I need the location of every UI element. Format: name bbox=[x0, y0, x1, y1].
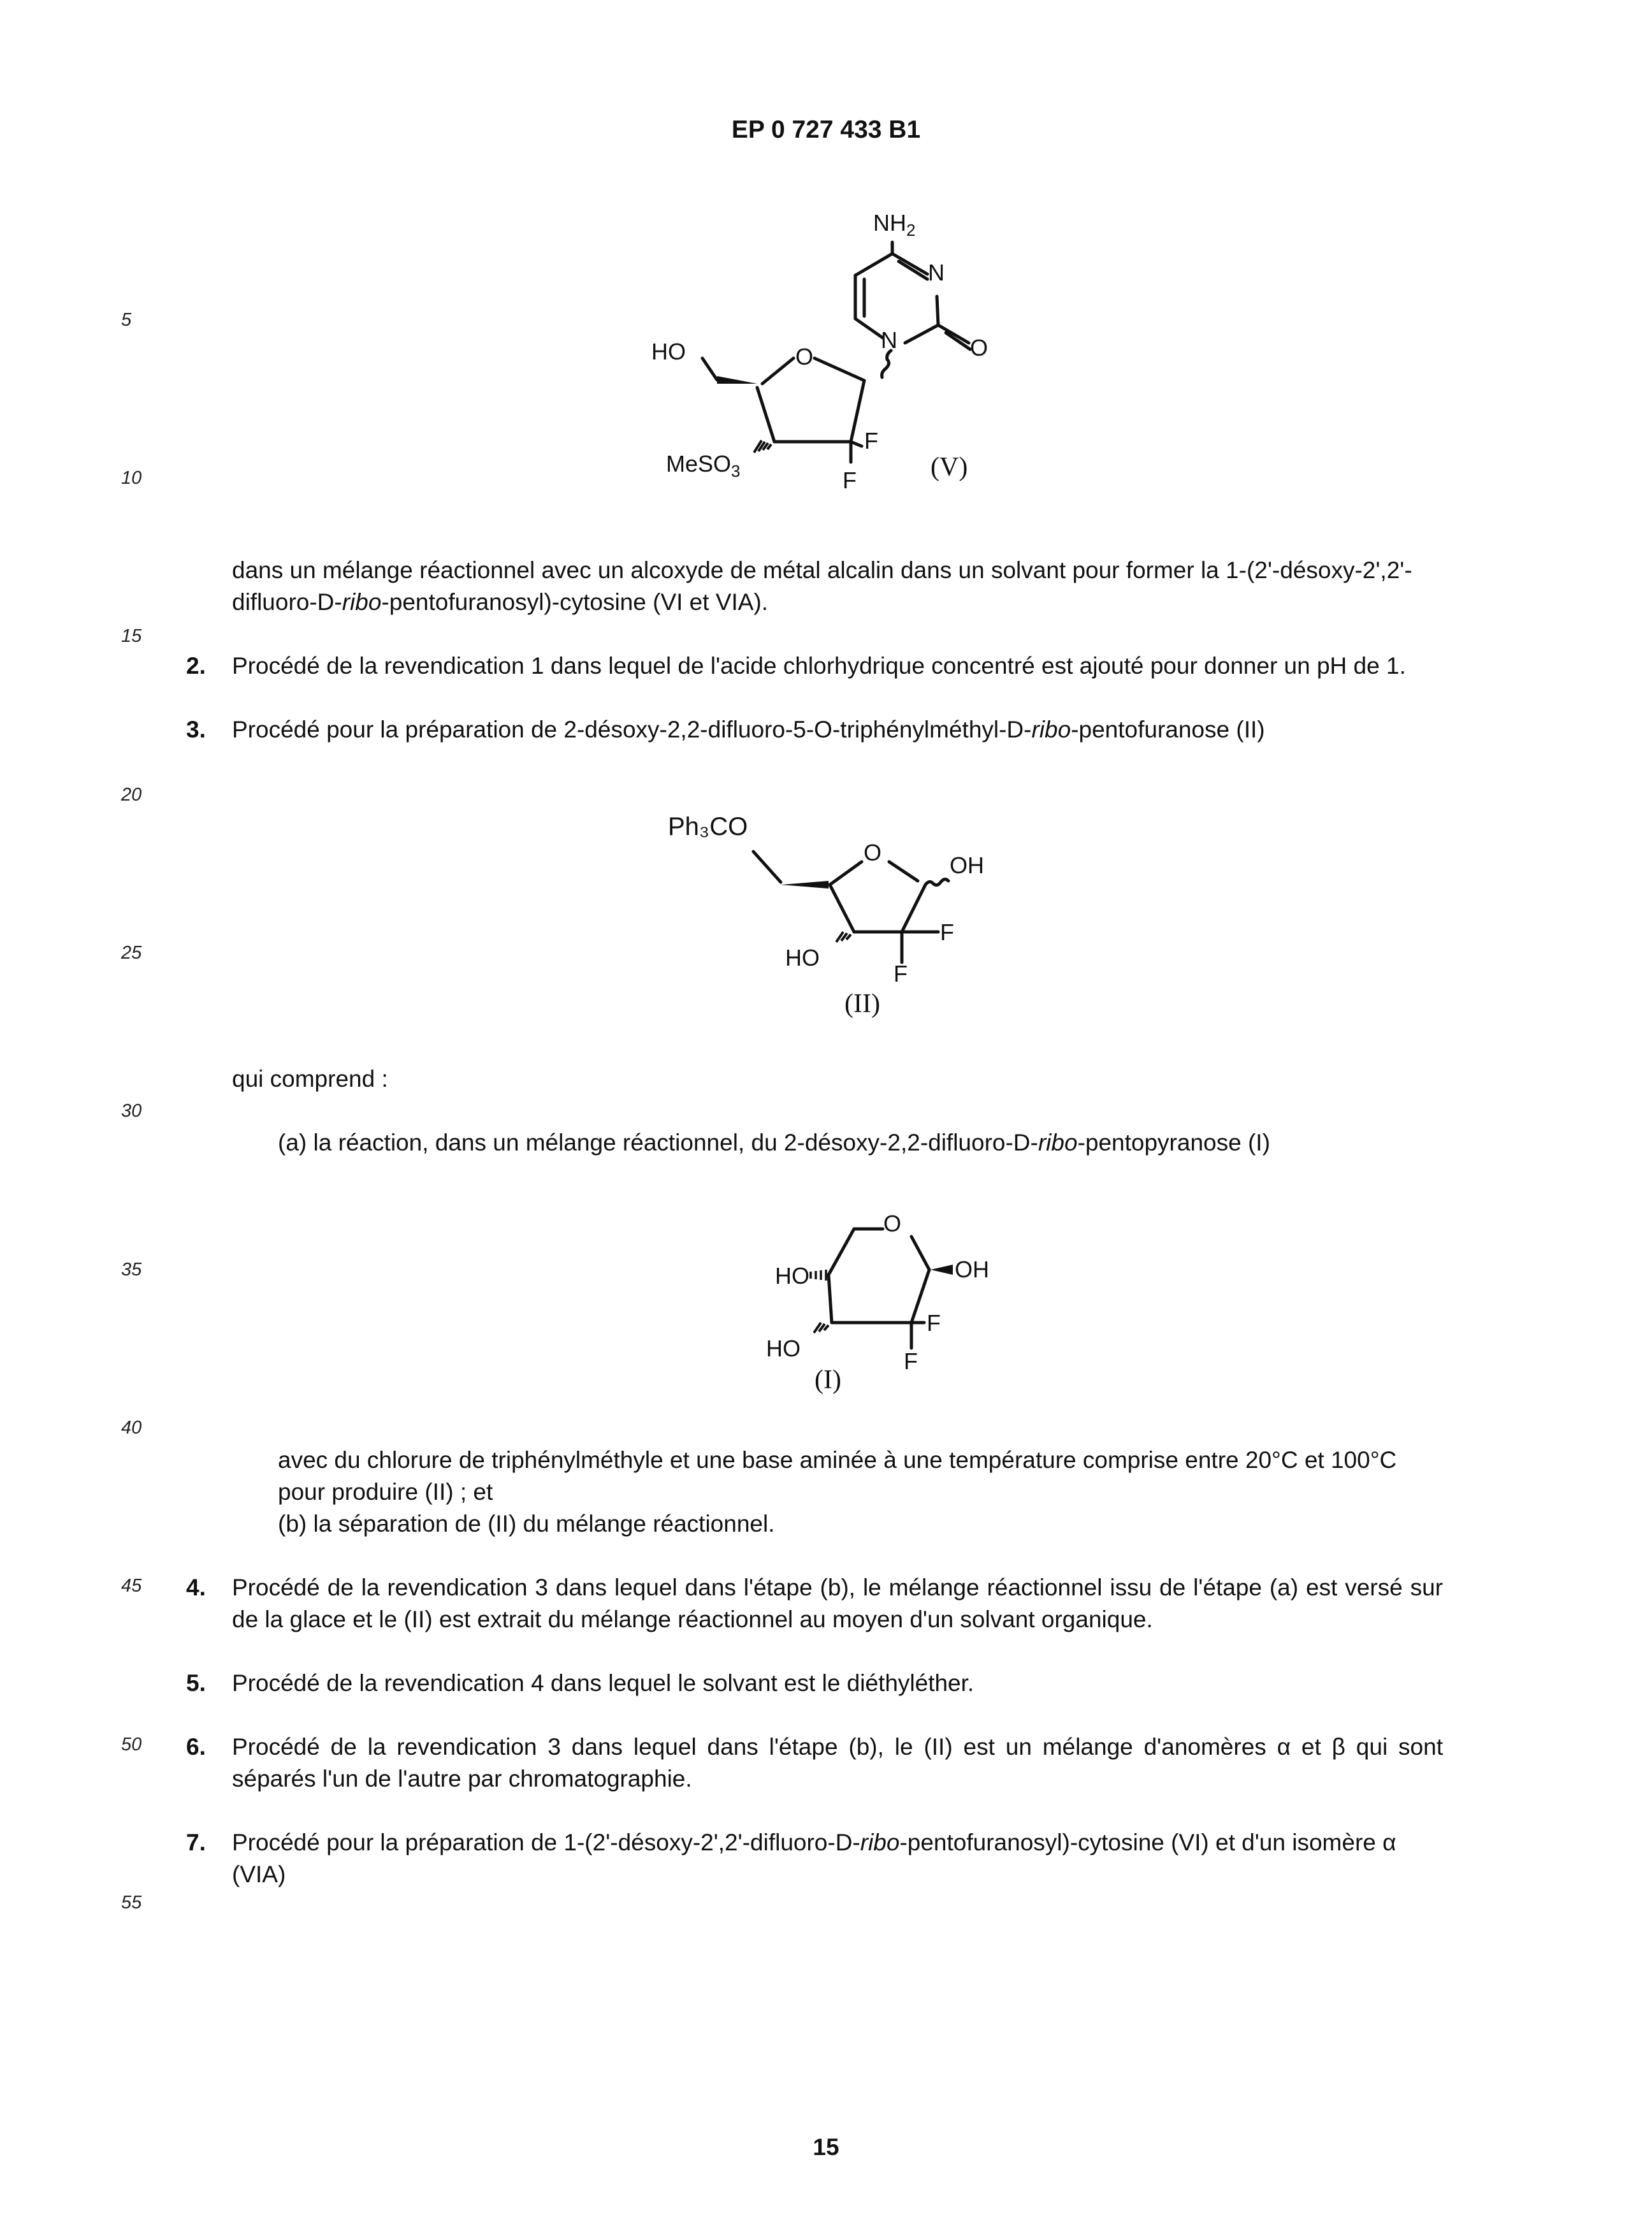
atom-ring-oxygen-ii: O bbox=[864, 839, 882, 866]
compound-label-ii: (II) bbox=[844, 989, 880, 1019]
claim-3-step-a-text-a: (a) la réaction, dans un mélange réactionnel, du 2-désoxy-2,2-difluoro-D- bbox=[278, 1129, 1038, 1156]
line-number-50: 50 bbox=[121, 1734, 142, 1755]
atom-fluorine-i-1: F bbox=[927, 1310, 941, 1336]
structure-compound-v bbox=[637, 191, 1045, 510]
claim-2-text: Procédé de la revendication 1 dans lequel de l'acide chlorhydrique concentré est ajouté pour donner un pH de 1. bbox=[232, 653, 1406, 679]
line-number-40: 40 bbox=[121, 1418, 142, 1438]
claim-3-continuation-2: pour produire (II) ; et bbox=[278, 1479, 493, 1505]
claim-3-continuation-1: avec du chlorure de triphénylméthyle et une base aminée à une température comprise entre 20°C et 100°C bbox=[278, 1447, 1397, 1473]
patent-number-header: EP 0 727 433 B1 bbox=[731, 116, 921, 143]
atom-n3: N bbox=[928, 259, 945, 286]
compound-label-v: (V) bbox=[931, 453, 968, 482]
atom-nh2: $NH_2$ bbox=[873, 210, 916, 240]
structure-compound-i bbox=[669, 1198, 1052, 1415]
line-number-5: 5 bbox=[121, 310, 132, 330]
atom-ho-i-bottom: HO bbox=[766, 1335, 801, 1361]
claim-1-continuation bbox=[232, 555, 1443, 618]
claim-6-number: 6. bbox=[186, 1734, 206, 1760]
atom-n1: N bbox=[881, 327, 897, 353]
line-number-15: 15 bbox=[121, 626, 142, 646]
claim-3-step-a bbox=[278, 1127, 1444, 1159]
page-number: 15 bbox=[813, 2134, 839, 2160]
atom-ho-ii: HO bbox=[785, 945, 820, 971]
claim-2-number: 2. bbox=[186, 653, 206, 679]
claim-3-step-a-italic: ribo bbox=[1038, 1129, 1078, 1156]
atom-fluorine-1: F bbox=[864, 428, 878, 454]
claim-3-number: 3. bbox=[186, 716, 206, 743]
atom-oh-i: OH bbox=[955, 1256, 989, 1282]
claim-7-number: 7. bbox=[186, 1829, 206, 1855]
claim-5-text: Procédé de la revendication 4 dans lequel le solvant est le diéthyléther. bbox=[232, 1670, 975, 1696]
claim-3-step-b: (b) la séparation de (II) du mélange réactionnel. bbox=[278, 1511, 775, 1537]
claim-3-text-a: Procédé pour la préparation de 2-désoxy-2,2-difluoro-5-O-triphénylméthyl-D- bbox=[232, 716, 1032, 743]
atom-ho: HO bbox=[651, 338, 686, 365]
claim-5-number: 5. bbox=[186, 1670, 206, 1696]
line-number-10: 10 bbox=[121, 468, 142, 488]
claim-7-text-a: Procédé pour la préparation de 1-(2'-désoxy-2',2'-difluoro-D- bbox=[232, 1829, 860, 1855]
atom-ring-oxygen-i: O bbox=[883, 1210, 902, 1237]
claim-1-text-b: -pentofuranosyl)-cytosine (VI et VIA). bbox=[381, 589, 769, 615]
claim-7-text bbox=[232, 1827, 1443, 1891]
line-number-30: 30 bbox=[121, 1101, 142, 1121]
atom-ho-i-top: HO bbox=[775, 1263, 809, 1289]
claim-3-comprises: qui comprend : bbox=[232, 1066, 388, 1092]
line-number-25: 25 bbox=[121, 943, 142, 963]
atom-fluorine-ii-2: F bbox=[894, 961, 908, 987]
group-trityloxy: Ph₃CO bbox=[668, 813, 748, 841]
claim-1-text-italic: ribo bbox=[342, 589, 382, 615]
atom-fluorine-2: F bbox=[843, 467, 857, 493]
line-number-20: 20 bbox=[121, 785, 142, 805]
atom-oh-anomeric: OH bbox=[950, 852, 984, 878]
claim-3-text-b: -pentofuranose (II) bbox=[1071, 716, 1265, 743]
claim-6-text: Procédé de la revendication 3 dans lequel dans l'étape (b), le (II) est un mélange d'anomères α et β qui sont séparés l'un de l'autre par chromatographie. bbox=[232, 1734, 1443, 1792]
claim-4-text: Procédé de la revendication 3 dans lequel dans l'étape (b), le mélange réactionnel issu de l'étape (a) est versé sur de la glace et le (II) est extrait du mélange réactionnel au moyen d'un solvant organique. bbox=[232, 1574, 1443, 1632]
claim-7-text-b: -pentofuranosyl)-cytosine (VI) et d'un isomère α (VIA) bbox=[232, 1829, 1396, 1887]
line-number-55: 55 bbox=[121, 1892, 142, 1913]
atom-fluorine-ii-1: F bbox=[940, 919, 954, 945]
claim-3-step-a-text-b: -pentopyranose (I) bbox=[1077, 1129, 1270, 1156]
structure-compound-ii bbox=[637, 797, 1045, 1052]
claim-4-number: 4. bbox=[186, 1574, 206, 1601]
claim-3-text-italic: ribo bbox=[1031, 716, 1071, 743]
group-mesyloxy: MeSO$_3$ bbox=[666, 451, 741, 481]
claim-7-text-italic: ribo bbox=[860, 1829, 900, 1855]
atom-ring-oxygen: O bbox=[795, 344, 814, 370]
atom-o-carbonyl: O bbox=[970, 335, 989, 361]
line-number-45: 45 bbox=[121, 1576, 142, 1596]
claim-1-text-a: dans un mélange réactionnel avec un alcoxyde de métal alcalin dans un solvant pour former la 1-(2'-désoxy-2',2'-difluoro-D- bbox=[232, 557, 1412, 615]
claim-3-text bbox=[232, 714, 1443, 746]
compound-label-i: (I) bbox=[815, 1365, 841, 1395]
line-number-35: 35 bbox=[121, 1260, 142, 1280]
atom-fluorine-i-2: F bbox=[904, 1348, 918, 1374]
